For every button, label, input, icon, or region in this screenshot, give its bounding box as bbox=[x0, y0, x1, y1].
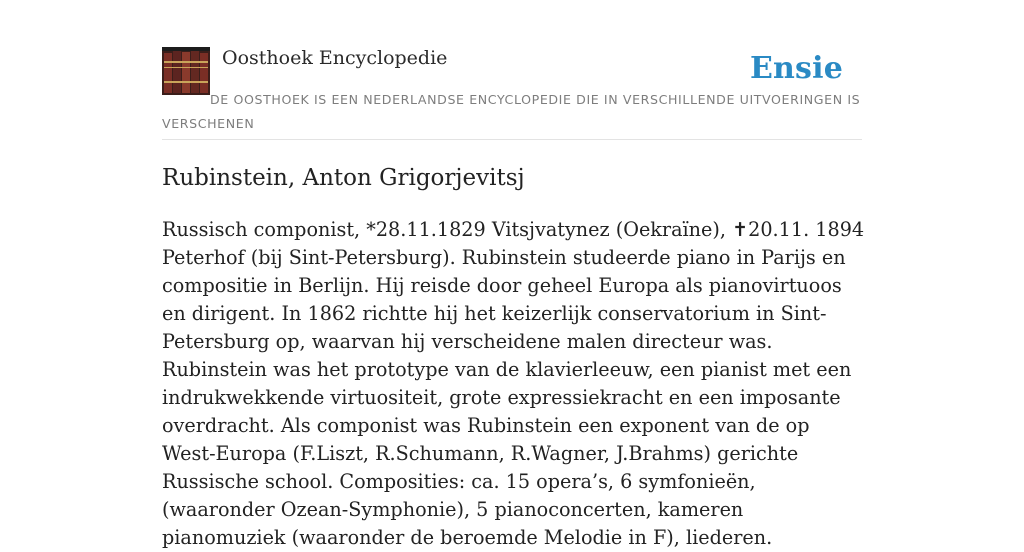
site-name[interactable]: Oosthoek Encyclopedie bbox=[222, 47, 448, 69]
brand-logo[interactable]: Ensie bbox=[749, 51, 843, 86]
article-title: Rubinstein, Anton Grigorjevitsj bbox=[162, 165, 525, 191]
article-body: Russisch componist, *28.11.1829 Vitsjvatynez (Oekraïne), ✝20.11. 1894 Peterhof (bij Sint-Petersburg). Rubinstein studeerde piano in Parijs en compositie in Berlijn. Hij reisde door geheel Europa als pianovirtuoos en dirigent. In 1862 richtte hij het keizerlijk conservatorium in Sint-Petersburg op, waarvan hij verscheidene malen directeur was. Rubinstein was het prototype van de klavierleeuw, een pianist met een indrukwekkende virtuositeit, grote expressiekracht en een imposante overdracht. Als componist was Rubinstein een exponent van de op West-Europa (F.Liszt, R.Schumann, R.Wagner, J.Brahms) gerichte Russische school. Composities: ca. 15 opera’s, 6 symfonieën, (waaronder Ozean-Symphonie), 5 pianoconcerten, kameren pianomuziek (waaronder de beroemde Melodie in F), liederen. bbox=[162, 218, 865, 549]
tagline: DE OOSTHOEK IS EEN NEDERLANDSE ENCYCLOPEDIE DIE IN VERSCHILLENDE UITVOERINGEN IS VERSCHENEN bbox=[162, 92, 861, 131]
page bbox=[162, 0, 865, 549]
divider bbox=[162, 139, 862, 140]
